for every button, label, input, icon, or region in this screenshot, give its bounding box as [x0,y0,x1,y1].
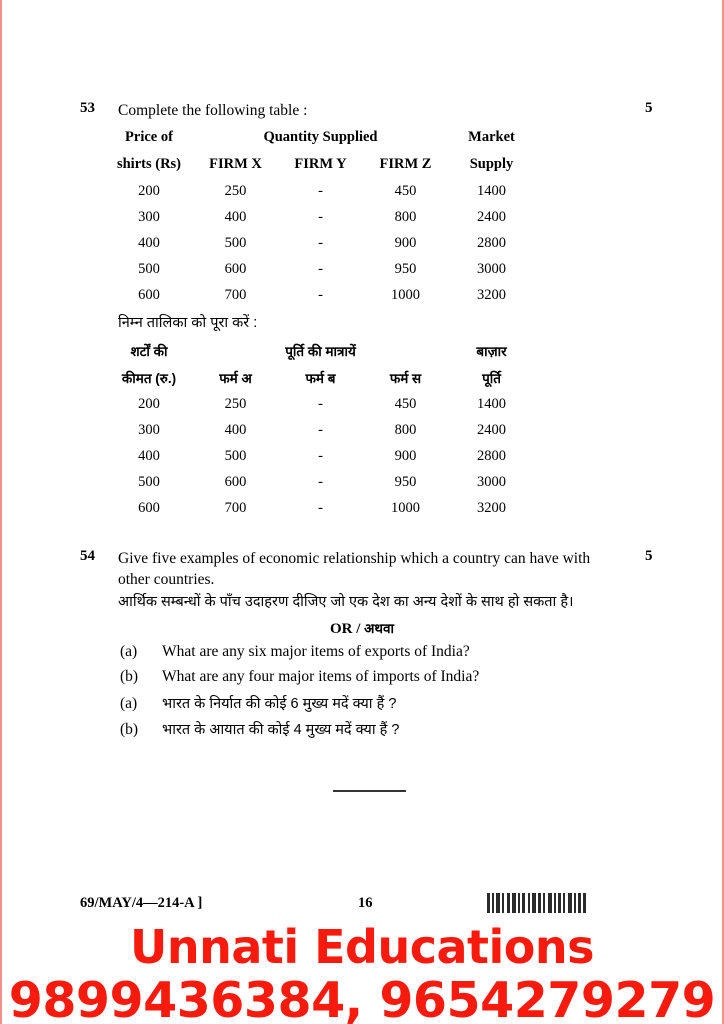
cell-firm-z: 450 [394,182,417,199]
cell-firm-b: - [318,499,323,516]
table-row [105,417,535,443]
alternative-label: (b) [120,721,139,738]
cell-firm-z: 950 [394,260,417,277]
question-53-number: 53 [80,100,95,116]
alternative-text: What are any six major items of exports of India? [162,643,470,660]
cell-market-supply: 1400 [477,182,506,199]
question-54-text-en-line2: other countries. [118,571,215,588]
question-54-text-hi: आर्थिक सम्बन्धों के पाँच उदाहरण दीजिए जो एक देश का अन्य देशों के साथ हो सकता है। [118,594,574,610]
question-53-marks: 5 [645,100,653,116]
header-supply: Supply [469,156,514,172]
cell-market-supply: 2800 [477,234,506,251]
cell-firm-y: - [318,260,323,277]
cell-firm-x: 700 [224,286,247,303]
cell-market-supply: 3200 [477,286,506,303]
cell-market-supply: 2400 [477,208,506,225]
cell-price: 400 [138,234,160,251]
header-firm-b-hi: फर्म ब [305,370,336,386]
alternative-text: भारत के आयात की कोई 4 मुख्य मदें क्या हैं ? [162,722,400,738]
cell-firm-a: 500 [224,447,247,464]
cell-price: 300 [138,208,160,225]
table-row [105,391,535,417]
cell-firm-a: 400 [224,421,247,438]
cell-firm-x: 600 [224,260,247,277]
cell-firm-s: 800 [394,421,417,438]
header-price-of: Price of [125,129,173,145]
alternative-b-en [120,668,479,686]
question-53-heading [80,100,307,121]
question-53-prompt-hi: निम्न तालिका को पूरा करें : [118,315,258,331]
cell-firm-y: - [318,286,323,303]
footer-paper-code: 69/MAY/4—214-A ] [80,895,203,911]
alternative-text: What are any four major items of imports of India? [162,668,480,685]
table-row [105,443,535,469]
table-header-row-1 [105,124,535,151]
cell-firm-s: 450 [394,395,417,412]
header-shirts-rs-hi: कीमत (रु.) [121,370,177,386]
alternative-label: (a) [120,643,138,660]
header-quantity-supplied-hi: पूर्ति की मात्रायें [285,343,356,359]
table-row [105,282,535,308]
cell-firm-a: 250 [224,395,247,412]
cell-market-supply: 2800 [477,447,507,464]
or-label-en: OR / [329,621,361,637]
table-header-row-2 [105,364,535,391]
watermark-institute-name: Unnati Educations [129,920,595,974]
question-54-number: 54 [80,548,95,564]
cell-firm-s: 950 [394,473,417,490]
or-separator [0,619,724,638]
table-row [105,204,535,230]
cell-firm-b: - [318,473,323,490]
or-label-hi: अथवा [364,621,395,636]
section-end-divider [333,790,406,792]
table-row [105,469,535,495]
cell-firm-y: - [318,234,323,251]
cell-firm-b: - [318,395,323,412]
table-header-row-1 [105,337,535,364]
cell-firm-b: - [318,421,323,438]
header-supply-hi: पूर्ति [482,370,501,386]
cell-market-supply: 1400 [477,395,507,412]
alternative-b-hi [120,719,399,739]
cell-market-supply: 3000 [477,473,507,490]
cell-firm-y: - [318,182,323,199]
watermark-phone-numbers: 9899436384, 9654279279 [8,972,716,1024]
cell-firm-s: 1000 [391,499,421,516]
alternative-label: (b) [120,668,139,685]
cell-firm-z: 800 [394,208,417,225]
header-market: Market [468,129,515,145]
table-row [105,495,535,521]
cell-firm-y: - [318,208,323,225]
cell-firm-a: 700 [224,499,247,516]
footer-page-number: 16 [358,895,373,911]
cell-market-supply: 3200 [477,499,507,516]
header-quantity-supplied: Quantity Supplied [263,129,378,145]
cell-market-supply: 2400 [477,421,507,438]
supply-table-english [105,124,535,308]
cell-price: 600 [138,286,160,303]
cell-firm-z: 1000 [391,286,420,303]
header-shirts-rs: shirts (Rs) [116,156,182,172]
barcode [487,893,586,913]
cell-price: 200 [138,182,160,199]
cell-price: 200 [138,395,160,412]
table-row [105,256,535,282]
cell-price: 500 [138,473,160,490]
cell-firm-x: 250 [224,182,247,199]
question-54-heading [80,548,613,569]
header-firm-x: FIRM X [209,156,262,172]
supply-table-hindi [105,337,535,521]
question-53-prompt-en: Complete the following table : [118,102,308,119]
question-54-text-en-line1: Give five examples of economic relationship which a country can have with [118,550,591,567]
alternative-text: भारत के निर्यात की कोई 6 मुख्य मदें क्या हैं ? [162,696,397,712]
header-firm-y: FIRM Y [294,156,347,172]
header-market-hi: बाज़ार [476,343,507,359]
cell-firm-z: 900 [394,234,417,251]
cell-firm-b: - [318,447,323,464]
cell-price: 400 [138,447,160,464]
cell-market-supply: 3000 [477,260,506,277]
cell-firm-x: 400 [224,208,247,225]
cell-firm-s: 900 [394,447,417,464]
cell-firm-a: 600 [224,473,247,490]
alternative-a-hi [120,693,396,713]
alternative-a-en [120,643,470,661]
table-row [105,230,535,256]
cell-price: 600 [138,499,160,516]
question-54-marks: 5 [645,548,653,564]
header-firm-a-hi: फर्म अ [219,370,252,386]
header-price-of-hi: शर्टों की [130,343,168,359]
header-firm-z: FIRM Z [379,156,432,172]
cell-price: 300 [138,421,160,438]
header-firm-s-hi: फर्म स [389,370,422,386]
cell-firm-x: 500 [224,234,247,251]
cell-price: 500 [138,260,160,277]
table-header-row-2 [105,151,535,178]
table-row [105,178,535,204]
alternative-label: (a) [120,695,138,712]
